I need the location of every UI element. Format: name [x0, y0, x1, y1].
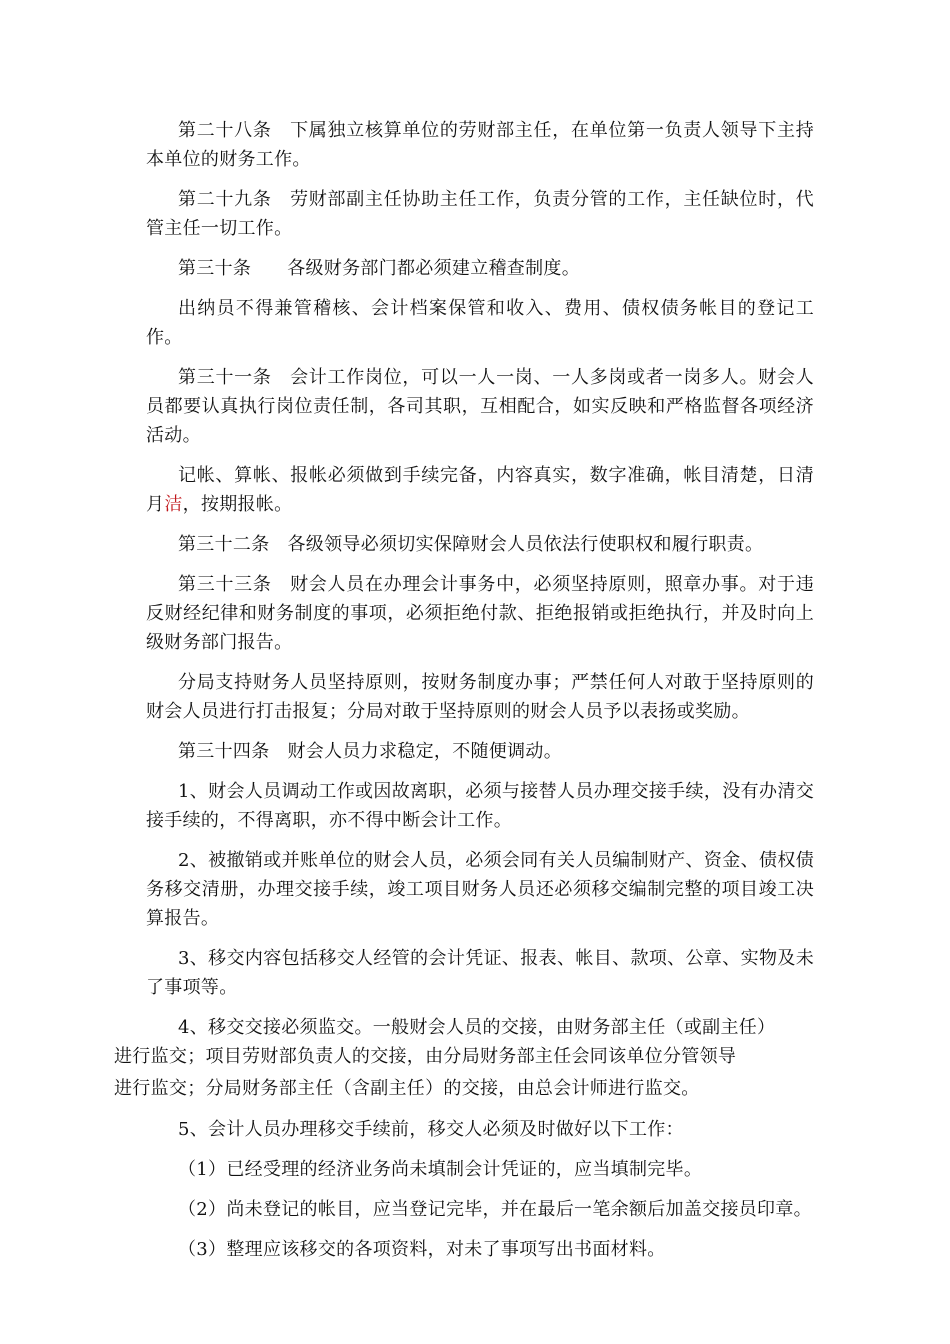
list-item-4-line-2: 进行监交；项目劳财部负责人的交接，由分局财务部主任会同该单位分管领导	[114, 1046, 737, 1067]
article-28-text: 下属独立核算单位的劳财部主任，在单位第一负责人领导下主持本单位的财务工作。	[146, 120, 814, 170]
article-31	[146, 363, 814, 450]
article-31-number: 第三十一条	[178, 367, 272, 388]
article-29-number: 第二十九条	[178, 189, 272, 210]
sub-item-3	[146, 1235, 814, 1264]
article-34-text: 财会人员力求稳定，不随便调动。	[287, 741, 562, 762]
list-item-1-text: 1、财会人员调动工作或因故离职，必须与接替人员办理交接手续，没有办清交接手续的，不得离职，亦不得中断会计工作。	[146, 781, 814, 831]
list-item-2	[146, 846, 814, 933]
article-30-cashier-text: 出纳员不得兼管稽核、会计档案保管和收入、费用、债权债务帐目的登记工作。	[146, 298, 814, 348]
article-31-bookkeeping	[146, 461, 814, 519]
article-29-text: 劳财部副主任协助主任工作，负责分管的工作，主任缺位时，代管主任一切工作。	[146, 189, 814, 239]
article-34	[146, 737, 814, 766]
article-28-number: 第二十八条	[178, 120, 272, 141]
article-30	[146, 254, 814, 283]
sub-item-1-text: （1）已经受理的经济业务尚未填制会计凭证的，应当填制完毕。	[178, 1159, 703, 1180]
article-28	[146, 116, 814, 174]
list-item-5	[146, 1115, 814, 1144]
list-item-4-line-3: 进行监交；分局财务部主任（含副主任）的交接，由总会计师进行监交。	[114, 1078, 700, 1099]
document-body	[114, 116, 814, 1275]
article-30-number: 第三十条	[178, 258, 252, 279]
article-33-support-text: 分局支持财务人员坚持原则，按财务制度办事；严禁任何人对敢于坚持原则的财会人员进行打击报复；分局对敢于坚持原则的财会人员予以表扬或奖励。	[146, 672, 814, 722]
article-33-support	[146, 668, 814, 726]
list-item-3	[146, 944, 814, 1002]
article-34-number: 第三十四条	[178, 741, 270, 762]
list-item-4	[114, 1013, 814, 1107]
article-31-text: 会计工作岗位，可以一人一岗、一人多岗或者一岗多人。财会人员都要认真执行岗位责任制，各司其职，互相配合，如实反映和严格监督各项经济活动。	[146, 367, 814, 446]
bookkeeping-text-2: ，按期报帐。	[182, 494, 293, 515]
article-32	[146, 530, 814, 559]
list-item-5-text: 5、会计人员办理移交手续前，移交人必须及时做好以下工作：	[178, 1119, 684, 1140]
sub-item-1	[146, 1155, 814, 1184]
sub-item-2-text: （2）尚未登记的帐目，应当登记完毕，并在最后一笔余额后加盖交接员印章。	[178, 1199, 812, 1220]
list-item-2-text: 2、被撤销或并账单位的财会人员，必须会同有关人员编制财产、资金、债权债务移交清册，办理交接手续，竣工项目财务人员还必须移交编制完整的项目竣工决算报告。	[146, 850, 814, 929]
article-33-text: 财会人员在办理会计事务中，必须坚持原则，照章办事。对于违反财经纪律和财务制度的事项，必须拒绝付款、拒绝报销或拒绝执行，并及时向上级财务部门报告。	[146, 574, 814, 653]
sub-item-2	[146, 1195, 814, 1224]
list-item-1	[146, 777, 814, 835]
list-item-4-line-1: 4、移交交接必须监交。一般财会人员的交接，由财务部主任（或副主任）	[178, 1017, 776, 1038]
article-30-text: 各级财务部门都必须建立稽查制度。	[287, 258, 581, 279]
list-item-3-text: 3、移交内容包括移交人经管的会计凭证、报表、帐目、款项、公章、实物及未了事项等。	[146, 948, 814, 998]
bookkeeping-text-1: 记帐、算帐、报帐必须做到手续完备，内容真实，数字准确，帐目清楚，日清月	[146, 465, 814, 515]
article-30-cashier	[146, 294, 814, 352]
article-32-text: 各级领导必须切实保障财会人员依法行使职权和履行职责。	[287, 534, 764, 555]
article-33	[146, 570, 814, 657]
sub-item-3-text: （3）整理应该移交的各项资料，对未了事项写出书面材料。	[178, 1239, 666, 1260]
highlighted-character: 洁	[164, 494, 183, 515]
article-32-number: 第三十二条	[178, 534, 270, 555]
article-29	[146, 185, 814, 243]
article-33-number: 第三十三条	[178, 574, 272, 595]
